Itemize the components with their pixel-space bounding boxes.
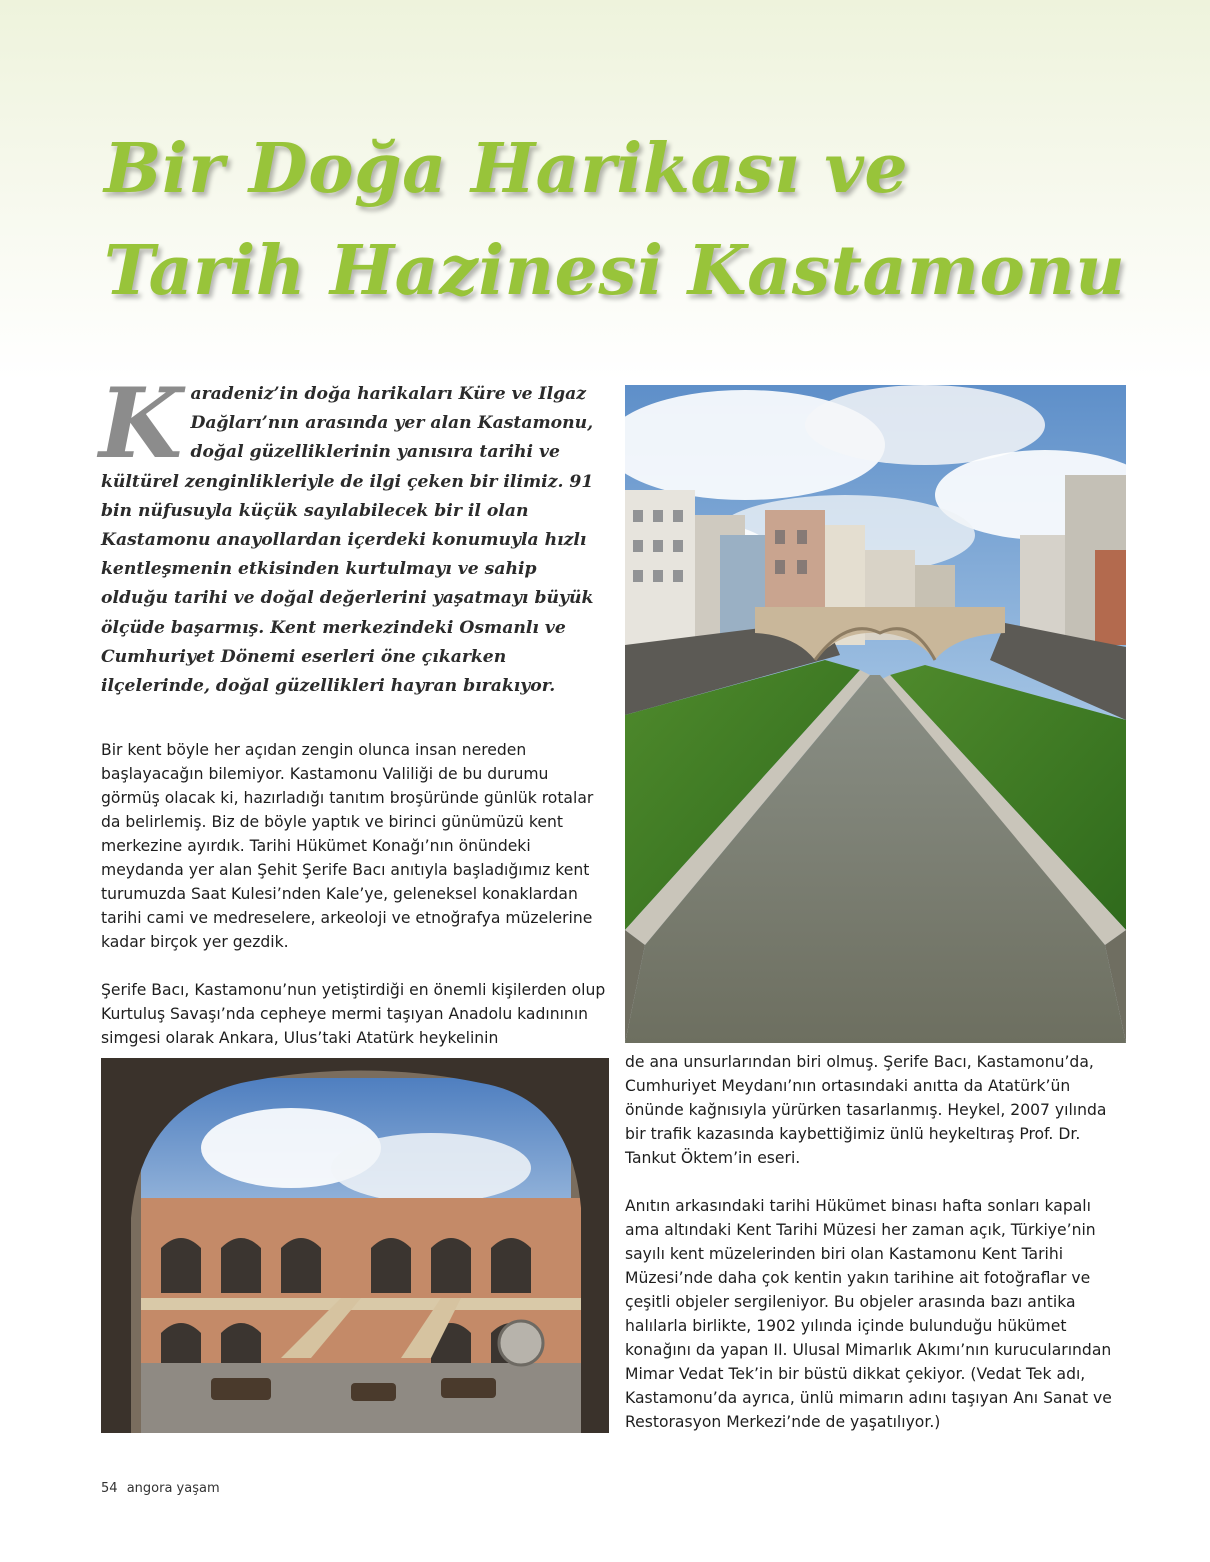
page-footer [101, 1481, 220, 1496]
body-paragraph-1: Bir kent böyle her açıdan zengin olunca insan nereden başlayacağın bilemiyor. Kastamonu Valiliği de bu durumu görmüş olacak ki, hazırladığı tanıtım broşüründe günlük rotalar da belirlemiş. Biz de böyle yaptık ve birinci günümüzü kent merkezine ayırdık. Tarihi Hükümet Konağı’nın önündeki meydanda yer alan Şehit Şerife Bacı anıtıyla başladığımız kent turumuzda Saat Kulesi’nden Kale’ye, geleneksel konaklardan tarihi cami ve medreselere, arkeoloji ve etnoğrafya müzelerine kadar birçok yer gezdik. [101, 741, 594, 951]
body-column-left [101, 738, 606, 1074]
body-column-right [625, 1050, 1130, 1458]
river-bridge-photo [625, 385, 1126, 1043]
page-number: 54 [101, 1481, 118, 1496]
title-line-2: Tarih Hazinesi Kastamonu [104, 231, 1126, 311]
drop-cap: K [99, 367, 183, 480]
lead-text: aradeniz’in doğa harikaları Küre ve Ilgaz Dağları’nın arasında yer alan Kastamonu, doğal güzelliklerinin yanısıra tarihi ve kültürel zenginlikleriyle de ilgi çeken bir ilimiz. 91 bin nüfusuyla küçük sayılabilecek bir il olan Kastamonu anayollardan içerdeki konumuyla hızlı kentleşmenin etkisinden kurtulmayı ve sahip olduğu tarihi ve doğal değerlerini yaşatmayı büyük ölçüde başarmış. Kent merkezindeki Osmanlı ve Cumhuriyet Dönemi eserleri öne çıkarken ilçelerinde, doğal güzellikleri hayran bırakıyor. [101, 384, 594, 697]
body-paragraph-3: de ana unsurlarından biri olmuş. Şerife Bacı, Kastamonu’da, Cumhuriyet Meydanı’nın ortasındaki anıtta da Atatürk’ün önünde kağnısıyla yürürken tasarlanmış. Heykel, 2007 yılında bir trafik kazasında kaybettiğimiz ünlü heykeltıraş Prof. Dr. Tankut Öktem’in eseri. [625, 1053, 1107, 1167]
caravanserai-illustration [101, 1058, 609, 1433]
body-paragraph-4: Anıtın arkasındaki tarihi Hükümet binası hafta sonları kapalı ama altındaki Kent Tarihi Müzesi her zaman açık, Türkiye’nin sayılı kent müzelerinden biri olan Kastamonu Kent Tarihi Müzesi’nde daha çok kentin yakın tarihine ait fotoğraflar ve çeşitli objeler sergileniyor. Bu objeler arasında bazı antika halılarla birlikte, 1902 yılında içinde bulunduğu hükümet konağını da yapan II. Ulusal Mimarlık Akımı’nın kurucularından Mimar Vedat Tek’in bir büstü dikkat çekiyor. (Vedat Tek adı, Kastamonu’da ayrıca, ünlü mimarın adını taşıyan Anı Sanat ve Restorasyon Merkezi’nde de yaşatılıyor.) [625, 1197, 1112, 1431]
lead-paragraph [99, 367, 601, 701]
body-paragraph-2: Şerife Bacı, Kastamonu’nun yetiştirdiği en önemli kişilerden olup Kurtuluş Savaşı’nda cepheye mermi taşıyan Anadolu kadınının simgesi olarak Ankara, Ulus’taki Atatürk heykelinin [101, 981, 606, 1047]
caravanserai-courtyard-photo [101, 1058, 609, 1433]
title-line-1: Bir Doğa Harikası ve [104, 129, 909, 209]
river-bridge-illustration [625, 385, 1126, 1043]
article-title [104, 118, 1164, 322]
magazine-name: angora yaşam [126, 1481, 220, 1496]
